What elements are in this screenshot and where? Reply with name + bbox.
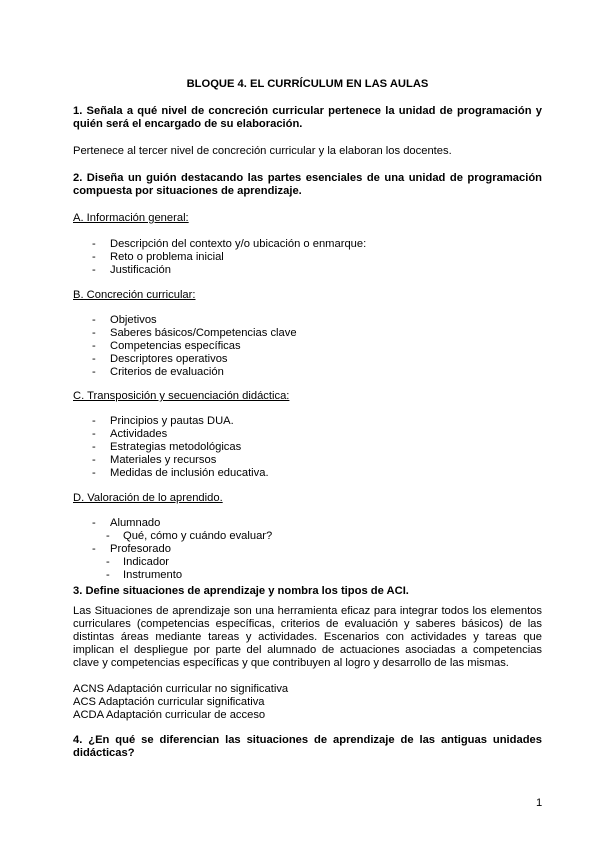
answer-1: Pertenece al tercer nivel de concreción curricular y la elaboran los docentes. <box>73 145 452 157</box>
section-c-heading: C. Transposición y secuenciación didáctica: <box>73 390 290 402</box>
list-item: - Principios y pautas DUA. <box>73 415 542 428</box>
list-item: - Estrategias metodológicas <box>73 441 542 454</box>
aci-type: ACDA Adaptación curricular de acceso <box>73 709 266 721</box>
section-b-list <box>73 314 542 379</box>
list-item: - Saberes básicos/Competencias clave <box>73 327 542 340</box>
question-1: 1. Señala a qué nivel de concreción curricular pertenece la unidad de programación y quién será el encargado de su elaboración. <box>73 105 542 130</box>
question-4: 4. ¿En qué se diferencian las situaciones de aprendizaje de las antiguas unidades didácticas? <box>73 734 542 759</box>
document-title: BLOQUE 4. EL CURRÍCULUM EN LAS AULAS <box>186 78 429 90</box>
section-a-heading: A. Información general: <box>73 212 189 224</box>
list-item: - Justificación <box>73 264 542 277</box>
list-item: - Competencias específicas <box>73 340 542 353</box>
page-content <box>73 78 542 760</box>
page-number: 1 <box>536 797 543 809</box>
section-d-heading: D. Valoración de lo aprendido. <box>73 492 223 504</box>
section-a-list <box>73 238 542 277</box>
section-c-list <box>73 415 542 480</box>
list-item: - Objetivos <box>73 314 542 327</box>
section-d-list <box>73 517 542 530</box>
section-d-sublist <box>73 530 542 543</box>
list-item: - Instrumento <box>73 569 542 582</box>
section-b-heading: B. Concreción curricular: <box>73 289 196 301</box>
question-2: 2. Diseña un guión destacando las partes esenciales de una unidad de programación compuesta por situaciones de aprendizaje. <box>73 172 542 197</box>
list-item: - Criterios de evaluación <box>73 366 542 379</box>
section-d-sublist <box>73 556 542 582</box>
list-item: - Profesorado <box>73 543 542 556</box>
list-item: - Materiales y recursos <box>73 454 542 467</box>
list-item: - Medidas de inclusión educativa. <box>73 467 542 480</box>
aci-type: ACS Adaptación curricular significativa <box>73 696 265 708</box>
aci-types <box>73 683 542 722</box>
list-item: - Alumnado <box>73 517 542 530</box>
list-item: - Descripción del contexto y/o ubicación o enmarque: <box>73 238 542 251</box>
list-item: - Actividades <box>73 428 542 441</box>
list-item: - Descriptores operativos <box>73 353 542 366</box>
list-item: - Indicador <box>73 556 542 569</box>
question-3: 3. Define situaciones de aprendizaje y nombra los tipos de ACI. <box>73 585 409 597</box>
answer-3: Las Situaciones de aprendizaje son una herramienta eficaz para integrar todos los elementos curriculares (competencias específicas, criterios de evaluación y saberes básicos) de las distintas áreas mediante tareas y actividades. Escenarios con actividades y tareas que implican el despliegue por parte del alumnado de actuaciones asociadas a competencias clave y competencias específicas y que contribuyen al logro y desarrollo de las mismas. <box>73 605 542 669</box>
list-item: - Reto o problema inicial <box>73 251 542 264</box>
aci-type: ACNS Adaptación curricular no significativa <box>73 683 289 695</box>
list-item: - Qué, cómo y cuándo evaluar? <box>73 530 542 543</box>
section-d-list <box>73 543 542 556</box>
